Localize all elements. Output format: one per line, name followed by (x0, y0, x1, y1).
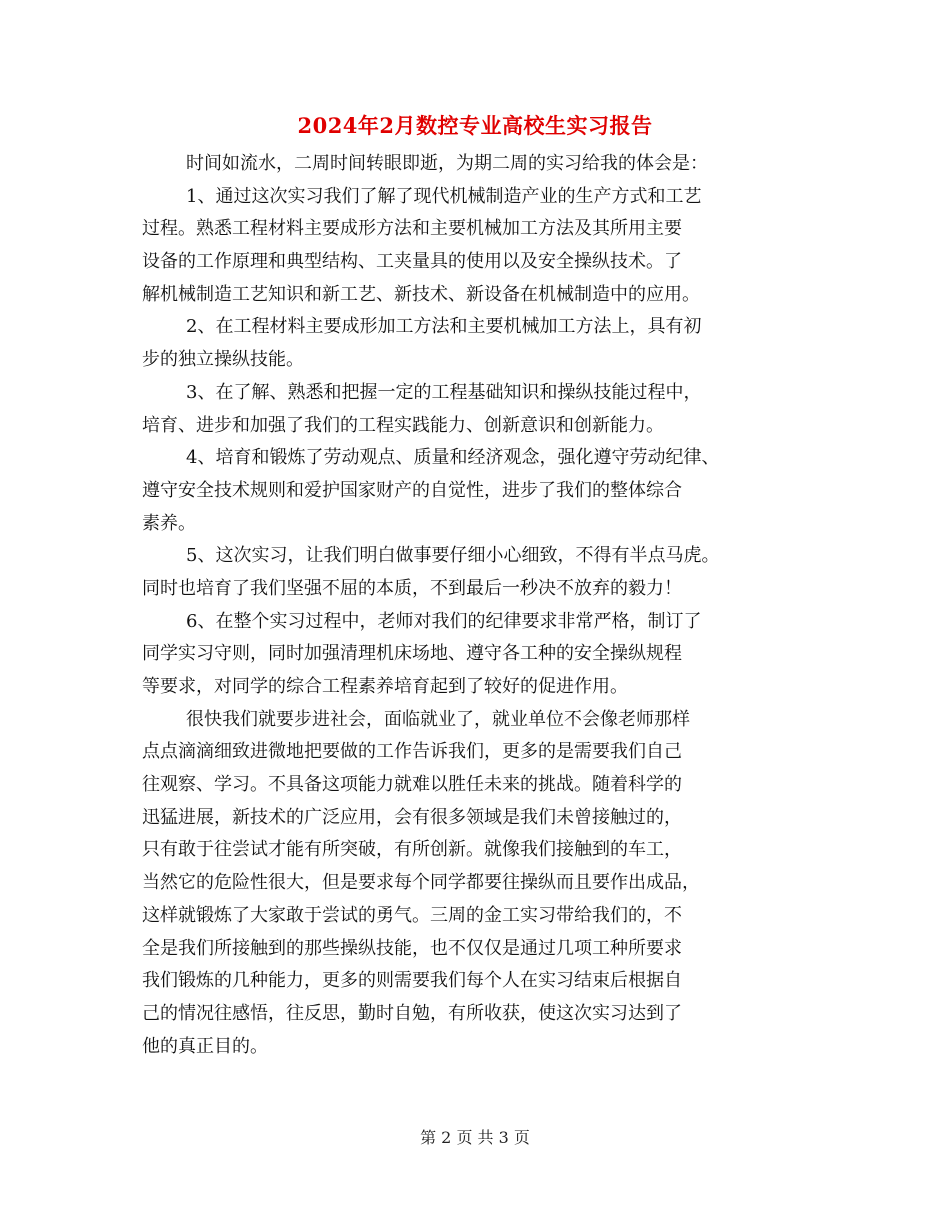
paragraph-line: 同学实习守则，同时加强清理机床场地、遵守各工种的安全操纵规程 (142, 643, 682, 665)
document-title: 2024年2月数控专业高校生实习报告 (297, 113, 653, 138)
paragraph-line: 时间如流水，二周时间转眼即逝，为期二周的实习给我的体会是： (186, 153, 708, 174)
paragraph-line: 2、在工程材料主要成形加工方法和主要机械加工方法上，具有初 (186, 316, 702, 338)
paragraph-line: 设备的工作原理和典型结构、工夹量具的使用以及安全操纵技术。了 (142, 251, 682, 273)
paragraph-line: 这样就锻炼了大家敢于尝试的勇气。三周的金工实习带给我们的，不 (142, 904, 682, 926)
paragraph-line: 同时也培育了我们坚强不屈的本质，不到最后一秒决不放弃的毅力！ (142, 577, 682, 599)
document-body (142, 148, 822, 1063)
paragraph-line: 4、培育和锻炼了劳动观点、质量和经济观念，强化遵守劳动纪律、 (186, 447, 720, 469)
paragraph-line: 我们锻炼的几种能力，更多的则需要我们每个人在实习结束后根据自 (142, 970, 682, 992)
paragraph-line: 解机械制造工艺知识和新工艺、新技术、新设备在机械制造中的应用。 (142, 283, 700, 305)
paragraph-line: 迅猛进展，新技术的广泛应用，会有很多领域是我们未曾接触过的， (142, 806, 682, 828)
paragraph-line: 3、在了解、熟悉和把握一定的工程基础知识和操纵技能过程中， (186, 381, 702, 403)
paragraph-line: 5、这次实习，让我们明白做事要仔细小心细致，不得有半点马虎。 (186, 545, 720, 567)
paragraph-line: 6、在整个实习过程中，老师对我们的纪律要求非常严格，制订了 (186, 610, 702, 632)
paragraph-line: 全是我们所接触到的那些操纵技能，也不仅仅是通过几项工种所要求 (142, 937, 682, 959)
page-footer: 第 2 页 共 3 页 (420, 1128, 530, 1147)
paragraph-line: 只有敢于往尝试才能有所突破，有所创新。就像我们接触到的车工， (142, 839, 682, 861)
paragraph-line: 培育、进步和加强了我们的工程实践能力、创新意识和创新能力。 (142, 414, 664, 436)
paragraph-line: 步的独立操纵技能。 (142, 349, 304, 371)
paragraph-line: 等要求，对同学的综合工程素养培育起到了较好的促进作用。 (142, 676, 628, 697)
paragraph-line: 往观察、学习。不具备这项能力就难以胜任未来的挑战。随着科学的 (142, 774, 682, 796)
paragraph-line: 己的情况往感悟，往反思，勤时自勉，有所收获，使这次实习达到了 (142, 1002, 682, 1024)
paragraph-line: 素养。 (142, 512, 196, 534)
paragraph-line: 1、通过这次实习我们了解了现代机械制造产业的生产方式和工艺 (186, 185, 702, 207)
paragraph-line: 点点滴滴细致进微地把要做的工作告诉我们，更多的是需要我们自己 (142, 741, 682, 763)
paragraph-line: 当然它的危险性很大，但是要求每个同学都要往操纵而且要作出成品， (142, 872, 700, 894)
paragraph-line: 遵守安全技术规则和爱护国家财产的自觉性，进步了我们的整体综合 (142, 479, 682, 501)
paragraph-line: 他的真正目的。 (142, 1035, 268, 1057)
paragraph-line: 过程。熟悉工程材料主要成形方法和主要机械加工方法及其所用主要 (142, 218, 682, 240)
paragraph-line: 很快我们就要步进社会，面临就业了，就业单位不会像老师那样 (186, 708, 690, 730)
